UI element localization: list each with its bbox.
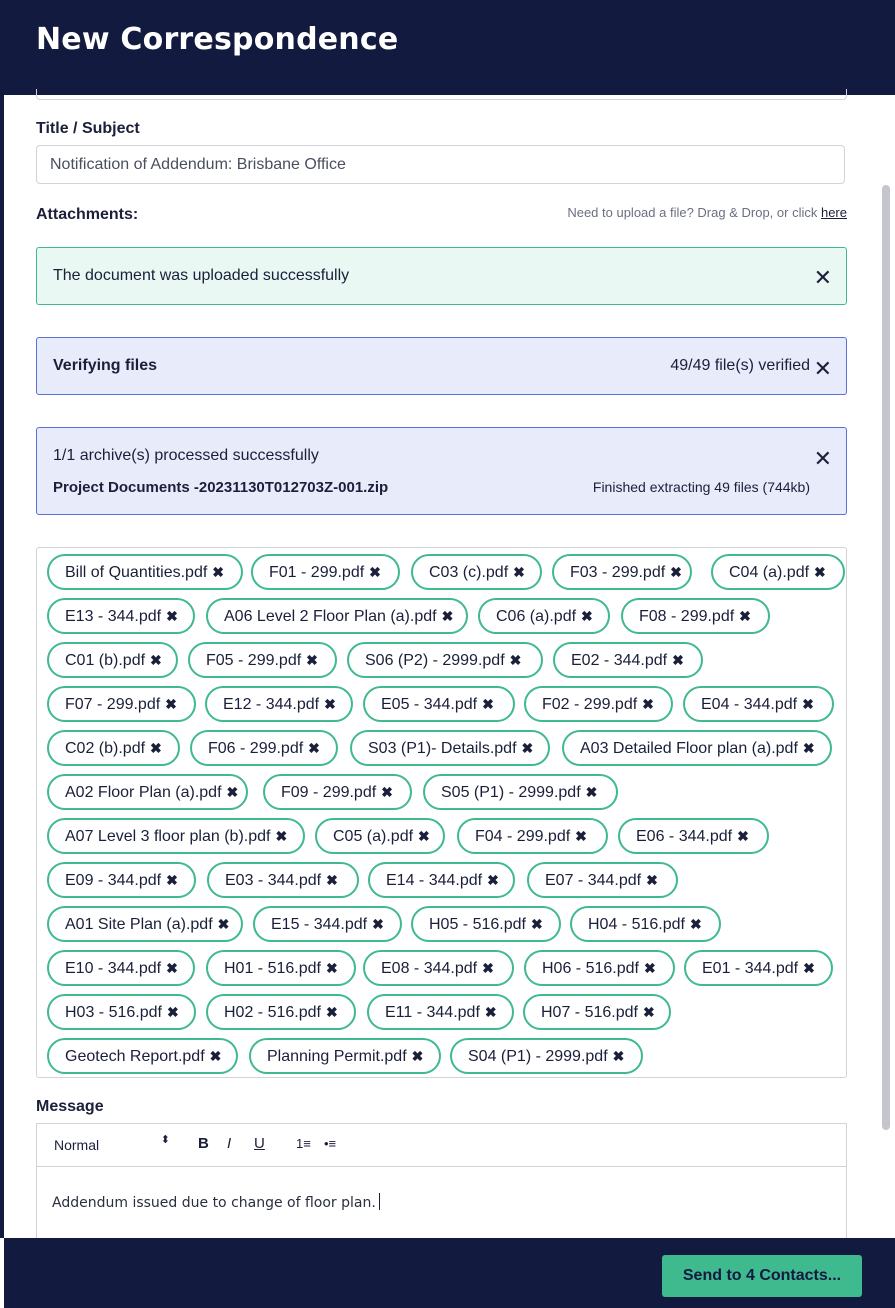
message-editor (36, 1123, 847, 1253)
attachment-chip-label: A02 Floor Plan (a).pdf (65, 784, 222, 801)
dialog-header (0, 0, 895, 95)
remove-icon[interactable]: ✖ (226, 784, 239, 800)
message-label: Message (36, 1098, 104, 1115)
italic-button[interactable]: I (227, 1135, 232, 1152)
attachment-chip[interactable] (570, 906, 721, 942)
remove-icon[interactable]: ✖ (441, 608, 454, 624)
remove-icon[interactable]: ✖ (324, 696, 336, 712)
remove-icon[interactable]: ✖ (530, 916, 543, 932)
attachment-chip[interactable] (205, 686, 353, 722)
remove-icon[interactable]: ✖ (803, 960, 815, 976)
verifying-files-alert (36, 337, 847, 395)
attachment-chip[interactable] (562, 730, 832, 766)
attachment-chip[interactable] (621, 598, 770, 634)
remove-icon[interactable]: ✖ (487, 872, 499, 888)
attachment-chip[interactable] (249, 1038, 441, 1074)
attachment-chip[interactable] (47, 862, 196, 898)
upload-success-text: The document was uploaded successfully (53, 267, 350, 284)
remove-icon[interactable]: ✖ (581, 608, 593, 624)
attachment-chip-label: H07 - 516.pdf (541, 1004, 638, 1021)
remove-icon[interactable]: ✖ (166, 960, 178, 976)
upload-hint-text: Need to upload a file? Drag & Drop, or click (567, 205, 818, 220)
format-select-value: Normal (54, 1137, 100, 1153)
remove-icon[interactable]: ✖ (308, 740, 320, 756)
attachment-chip-label: Bill of Quantities.pdf (65, 564, 208, 581)
remove-icon[interactable]: ✖ (737, 828, 749, 844)
attachment-chip[interactable] (47, 906, 243, 942)
attachment-chip[interactable] (524, 950, 675, 986)
previous-field-edge (36, 89, 847, 100)
attachment-chip-label: C04 (a).pdf (729, 564, 810, 581)
attachment-chip-label: E11 - 344.pdf (385, 1004, 480, 1021)
attachment-chip-label: E05 - 344.pdf (381, 696, 478, 713)
dialog-title: New Correspondence (36, 22, 399, 57)
ordered-list-icon[interactable]: 1≡ (296, 1136, 311, 1151)
remove-icon[interactable]: ✖ (672, 652, 684, 668)
attachment-chip[interactable] (363, 950, 514, 986)
attachment-chip[interactable] (47, 686, 196, 722)
dialog-footer (4, 1238, 895, 1308)
attachment-chip[interactable] (190, 730, 338, 766)
remove-icon[interactable]: ✖ (814, 564, 826, 580)
attachment-chip[interactable] (552, 554, 692, 590)
attachment-chip-label: A03 Detailed Floor plan (a).pdf (580, 740, 798, 757)
editor-toolbar (37, 1124, 846, 1167)
remove-icon[interactable]: ✖ (643, 960, 656, 976)
remove-icon[interactable]: ✖ (689, 916, 702, 932)
attachment-chip[interactable] (251, 554, 400, 590)
attachment-chip-label: H04 - 516.pdf (588, 916, 685, 933)
verifying-files-title: Verifying files (53, 357, 158, 374)
attachment-chip-label: F06 - 299.pdf (208, 740, 304, 757)
attachment-chip-label: E08 - 344.pdf (381, 960, 478, 977)
remove-icon[interactable]: ✖ (802, 740, 815, 756)
attachment-chip-list (36, 547, 847, 1078)
remove-icon[interactable]: ✖ (418, 828, 430, 844)
remove-icon[interactable]: ✖ (166, 608, 178, 624)
attachment-chip-label: F04 - 299.pdf (475, 828, 571, 845)
attachment-chip[interactable] (683, 686, 834, 722)
attachment-chip[interactable] (618, 818, 769, 854)
remove-icon[interactable]: ✖ (326, 872, 338, 888)
remove-icon[interactable]: ✖ (325, 960, 338, 976)
attachment-chip[interactable] (47, 994, 196, 1030)
attachment-chip-label: E15 - 344.pdf (271, 916, 368, 933)
attachment-chip-label: H01 - 516.pdf (224, 960, 321, 977)
attachment-chip[interactable] (253, 906, 402, 942)
attachment-chip[interactable] (524, 686, 673, 722)
attachment-chip-label: C05 (a).pdf (333, 828, 414, 845)
attachment-chip[interactable] (411, 554, 542, 590)
attachment-chip-label: H02 - 516.pdf (224, 1004, 321, 1021)
attachments-label: Attachments: (36, 206, 139, 223)
archive-status: Finished extracting 49 files (744kb) (592, 479, 810, 495)
attachment-chip-label: E03 - 344.pdf (225, 872, 322, 889)
send-button[interactable]: Send to 4 Contacts... (662, 1255, 862, 1297)
attachment-chip-label: S04 (P1) - 2999.pdf (468, 1048, 608, 1065)
attachment-chip-label: E02 - 344.pdf (571, 652, 668, 669)
attachment-chip-label: S03 (P1)- Details.pdf (368, 740, 517, 757)
remove-icon[interactable]: ✖ (166, 1004, 179, 1020)
upload-hint (567, 205, 847, 220)
attachment-chip[interactable] (553, 642, 703, 678)
attachment-chip[interactable] (315, 818, 445, 854)
attachment-chip[interactable] (47, 1038, 238, 1074)
attachment-chip-label: E12 - 344.pdf (223, 696, 320, 713)
attachment-chip-label: E13 - 344.pdf (65, 608, 162, 625)
attachment-chip[interactable] (411, 906, 561, 942)
title-label: Title / Subject (36, 120, 140, 137)
attachment-chip[interactable] (47, 730, 180, 766)
remove-icon[interactable]: ✖ (575, 828, 587, 844)
attachment-chip[interactable] (47, 642, 178, 678)
attachment-chip[interactable] (457, 818, 608, 854)
attachment-chip-label: E10 - 344.pdf (65, 960, 162, 977)
attachment-chip-label: E09 - 344.pdf (65, 872, 162, 889)
remove-icon[interactable]: ✖ (739, 608, 751, 624)
close-icon[interactable]: ✕ (813, 446, 832, 471)
attachment-chip[interactable] (367, 994, 514, 1030)
attachment-chip-label: E07 - 344.pdf (545, 872, 642, 889)
remove-icon[interactable]: ✖ (166, 872, 178, 888)
attachment-chip-label: Geotech Report.pdf (65, 1048, 205, 1065)
remove-icon[interactable]: ✖ (482, 960, 494, 976)
attachment-chip[interactable] (527, 862, 678, 898)
remove-icon[interactable]: ✖ (642, 1004, 655, 1020)
attachment-chip-label: E14 - 344.pdf (386, 872, 483, 889)
attachment-chip[interactable] (478, 598, 610, 634)
remove-icon[interactable]: ✖ (670, 564, 682, 580)
remove-icon[interactable]: ✖ (585, 784, 598, 800)
attachment-chip[interactable] (206, 950, 356, 986)
attachment-chip-label: F03 - 299.pdf (570, 564, 666, 581)
underline-button[interactable]: U (254, 1135, 265, 1152)
attachment-chip[interactable] (523, 994, 671, 1030)
attachment-chip[interactable] (347, 642, 543, 678)
attachment-chip[interactable] (207, 862, 359, 898)
format-select[interactable] (54, 1134, 170, 1153)
remove-icon[interactable]: ✖ (646, 872, 658, 888)
attachment-chip[interactable] (206, 598, 468, 634)
attachment-chip[interactable] (206, 994, 356, 1030)
attachment-chip[interactable] (47, 598, 195, 634)
attachment-chip[interactable] (47, 774, 248, 810)
remove-icon[interactable]: ✖ (521, 740, 534, 756)
attachment-chip[interactable] (47, 554, 243, 590)
remove-icon[interactable]: ✖ (509, 652, 522, 668)
attachment-chip-label: H03 - 516.pdf (65, 1004, 162, 1021)
attachment-chip-label: A07 Level 3 floor plan (b).pdf (65, 828, 271, 845)
remove-icon[interactable]: ✖ (306, 652, 318, 668)
text-caret (379, 1193, 380, 1210)
attachment-chip-label: A01 Site Plan (a).pdf (65, 916, 213, 933)
remove-icon[interactable]: ✖ (275, 828, 288, 844)
attachment-chip[interactable] (423, 774, 618, 810)
remove-icon[interactable]: ✖ (150, 652, 162, 668)
attachment-chip-label: E06 - 344.pdf (636, 828, 733, 845)
backdrop-strip (0, 95, 4, 1238)
remove-icon[interactable]: ✖ (209, 1048, 222, 1064)
attachment-chip[interactable] (711, 554, 845, 590)
attachment-chip[interactable] (363, 686, 515, 722)
remove-icon[interactable]: ✖ (802, 696, 814, 712)
attachment-chip[interactable] (684, 950, 833, 986)
remove-icon[interactable]: ✖ (482, 696, 494, 712)
title-input[interactable] (36, 145, 845, 184)
remove-icon[interactable]: ✖ (165, 696, 177, 712)
updown-arrow-icon: ⬍ (160, 1134, 170, 1146)
remove-icon[interactable]: ✖ (325, 1004, 338, 1020)
close-icon[interactable]: ✕ (813, 356, 832, 381)
remove-icon[interactable]: ✖ (217, 916, 230, 932)
bold-button[interactable]: B (198, 1135, 209, 1152)
remove-icon[interactable]: ✖ (484, 1004, 497, 1020)
attachment-chip[interactable] (47, 818, 305, 854)
attachment-chip-label: S05 (P1) - 2999.pdf (441, 784, 581, 801)
verifying-files-status: 49/49 file(s) verified (670, 357, 810, 374)
remove-icon[interactable]: ✖ (381, 784, 393, 800)
attachment-chip[interactable] (350, 730, 550, 766)
attachment-chip-label: F09 - 299.pdf (281, 784, 377, 801)
attachment-chip-label: F07 - 299.pdf (65, 696, 161, 713)
attachment-chip[interactable] (368, 862, 515, 898)
attachment-chip-label: S06 (P2) - 2999.pdf (365, 652, 505, 669)
attachment-chip-label: H05 - 516.pdf (429, 916, 526, 933)
attachment-chip[interactable] (188, 642, 337, 678)
remove-icon[interactable]: ✖ (212, 564, 225, 580)
attachment-chip-label: C02 (b).pdf (65, 740, 146, 757)
attachment-chip-label: C03 (c).pdf (429, 564, 509, 581)
attachment-chip[interactable] (450, 1038, 643, 1074)
attachment-chip[interactable] (47, 950, 195, 986)
remove-icon[interactable]: ✖ (411, 1048, 424, 1064)
remove-icon[interactable]: ✖ (642, 696, 654, 712)
scrollbar[interactable] (882, 185, 890, 1130)
attachment-chip-label: C06 (a).pdf (496, 608, 577, 625)
upload-success-alert (36, 247, 847, 305)
message-body[interactable] (52, 1193, 380, 1211)
remove-icon[interactable]: ✖ (150, 740, 162, 756)
attachment-chip-label: H06 - 516.pdf (542, 960, 639, 977)
attachment-chip-label: F01 - 299.pdf (269, 564, 365, 581)
message-body-text: Addendum issued due to change of floor plan. (52, 1195, 376, 1211)
attachment-chip-label: E04 - 344.pdf (701, 696, 798, 713)
bullet-list-icon[interactable]: •≡ (324, 1136, 337, 1151)
close-icon[interactable]: ✕ (813, 265, 832, 290)
attachment-chip-label: F05 - 299.pdf (206, 652, 302, 669)
archive-processed-text: 1/1 archive(s) processed successfully (53, 447, 319, 464)
remove-icon[interactable]: ✖ (369, 564, 381, 580)
attachment-chip-label: Planning Permit.pdf (267, 1048, 407, 1065)
attachment-chip[interactable] (263, 774, 412, 810)
remove-icon[interactable]: ✖ (513, 564, 525, 580)
attachment-chip-label: C01 (b).pdf (65, 652, 146, 669)
archive-processed-alert (36, 427, 847, 515)
archive-filename: Project Documents -20231130T012703Z-001.zip (53, 479, 389, 496)
remove-icon[interactable]: ✖ (612, 1048, 625, 1064)
attachment-chip-label: E01 - 344.pdf (702, 960, 799, 977)
attachment-chip-label: F08 - 299.pdf (639, 608, 735, 625)
attachment-chip-label: F02 - 299.pdf (542, 696, 638, 713)
remove-icon[interactable]: ✖ (372, 916, 384, 932)
upload-link[interactable]: here (820, 205, 847, 220)
attachment-chip-label: A06 Level 2 Floor Plan (a).pdf (224, 608, 437, 625)
